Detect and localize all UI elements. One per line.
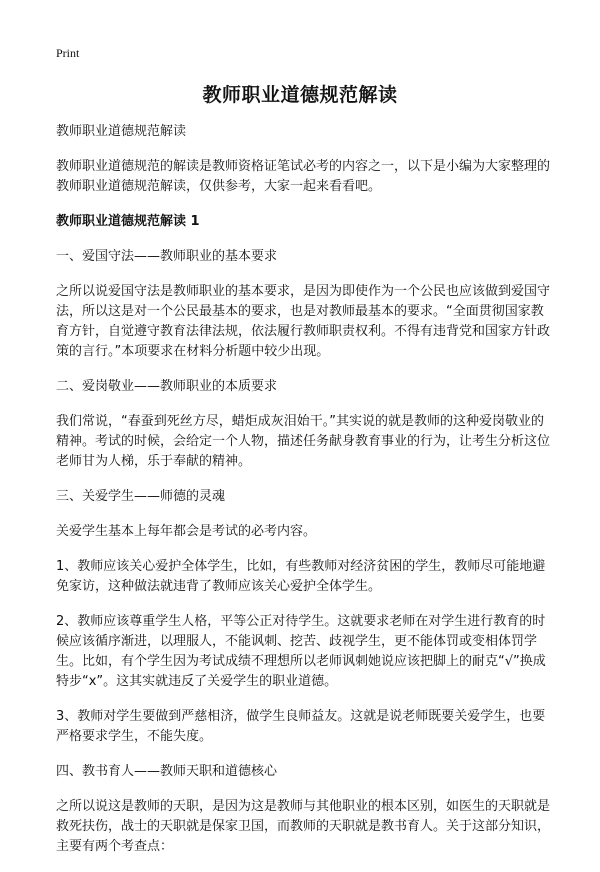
paragraph-7: 之所以说这是教师的天职，是因为这是教师与其他职业的根本区别，如医生的天职就是救死扶伤，战士的天职就是保家卫国，而教师的天职就是教书育人。关于这部分知识，主要有两个考查点： <box>56 799 551 854</box>
paragraph-6: 3、教师对学生要做到严慈相济，做学生良师益友。这就是说老师既要关爱学生，也要严格要求学生，不能失度。 <box>56 709 546 744</box>
paragraph-1: 之所以说爱国守法是教师职业的基本要求，是因为即使作为一个公民也应该做到爱国守法，所以这是对一个公民最基本的要求，也是对教师最基本的要求。“全面贯彻国家教育方针，自觉遵守教育法律法规，依法履行教师职责权利。不得有违背党和国家方针政策的言行。”本项要求在材料分析题中较少出现。 <box>56 284 551 359</box>
paragraph-4: 1、教师应该关心爱护全体学生，比如，有些教师对经济贫困的学生，教师尽可能地避免家访，这种做法就违背了教师应该关心爱护全体学生。 <box>56 559 546 594</box>
paragraph-3: 关爱学生基本上每年都会是考试的必考内容。 <box>56 524 317 539</box>
paragraph-2: 我们常说，“春蚕到死丝方尽，蜡炬成灰泪始干。”其实说的就是教师的这种爱岗敬业的精神。考试的时候，会给定一个人物，描述任务献身教育事业的行为，让考生分析这位老师甘为人梯，乐于奉献的精神。 <box>56 414 551 469</box>
print-link[interactable]: Print <box>56 46 80 60</box>
heading-2: 二、爱岗敬业——教师职业的本质要求 <box>56 379 278 394</box>
heading-4: 四、教书育人——教师天职和道德核心 <box>56 764 278 779</box>
intro-paragraph: 教师职业道德规范的解读是教师资格证笔试必考的内容之一，以下是小编为大家整理的教师职业道德规范解读，仅供参考，大家一起来看看吧。 <box>56 159 551 194</box>
page-title: 教师职业道德规范解读 <box>202 84 398 106</box>
article-body <box>56 122 550 872</box>
heading-1: 一、爱国守法——教师职业的基本要求 <box>56 249 278 264</box>
paragraph-5: 2、教师应该尊重学生人格，平等公正对待学生。这就要求老师在对学生进行教育的时候应该循序渐进，以理服人，不能讽刺、挖苦、歧视学生，更不能体罚或变相体罚学生。比如，有个学生因为考试成绩不理想所以老师讽刺她说应该把脚上的耐克“√”换成特步“x”。这其实就违反了关爱学生的职业道德。 <box>56 614 546 689</box>
heading-3: 三、关爱学生——师德的灵魂 <box>56 489 226 504</box>
article-subtitle: 教师职业道德规范解读 <box>56 124 187 139</box>
section-heading: 教师职业道德规范解读 1 <box>56 214 200 229</box>
